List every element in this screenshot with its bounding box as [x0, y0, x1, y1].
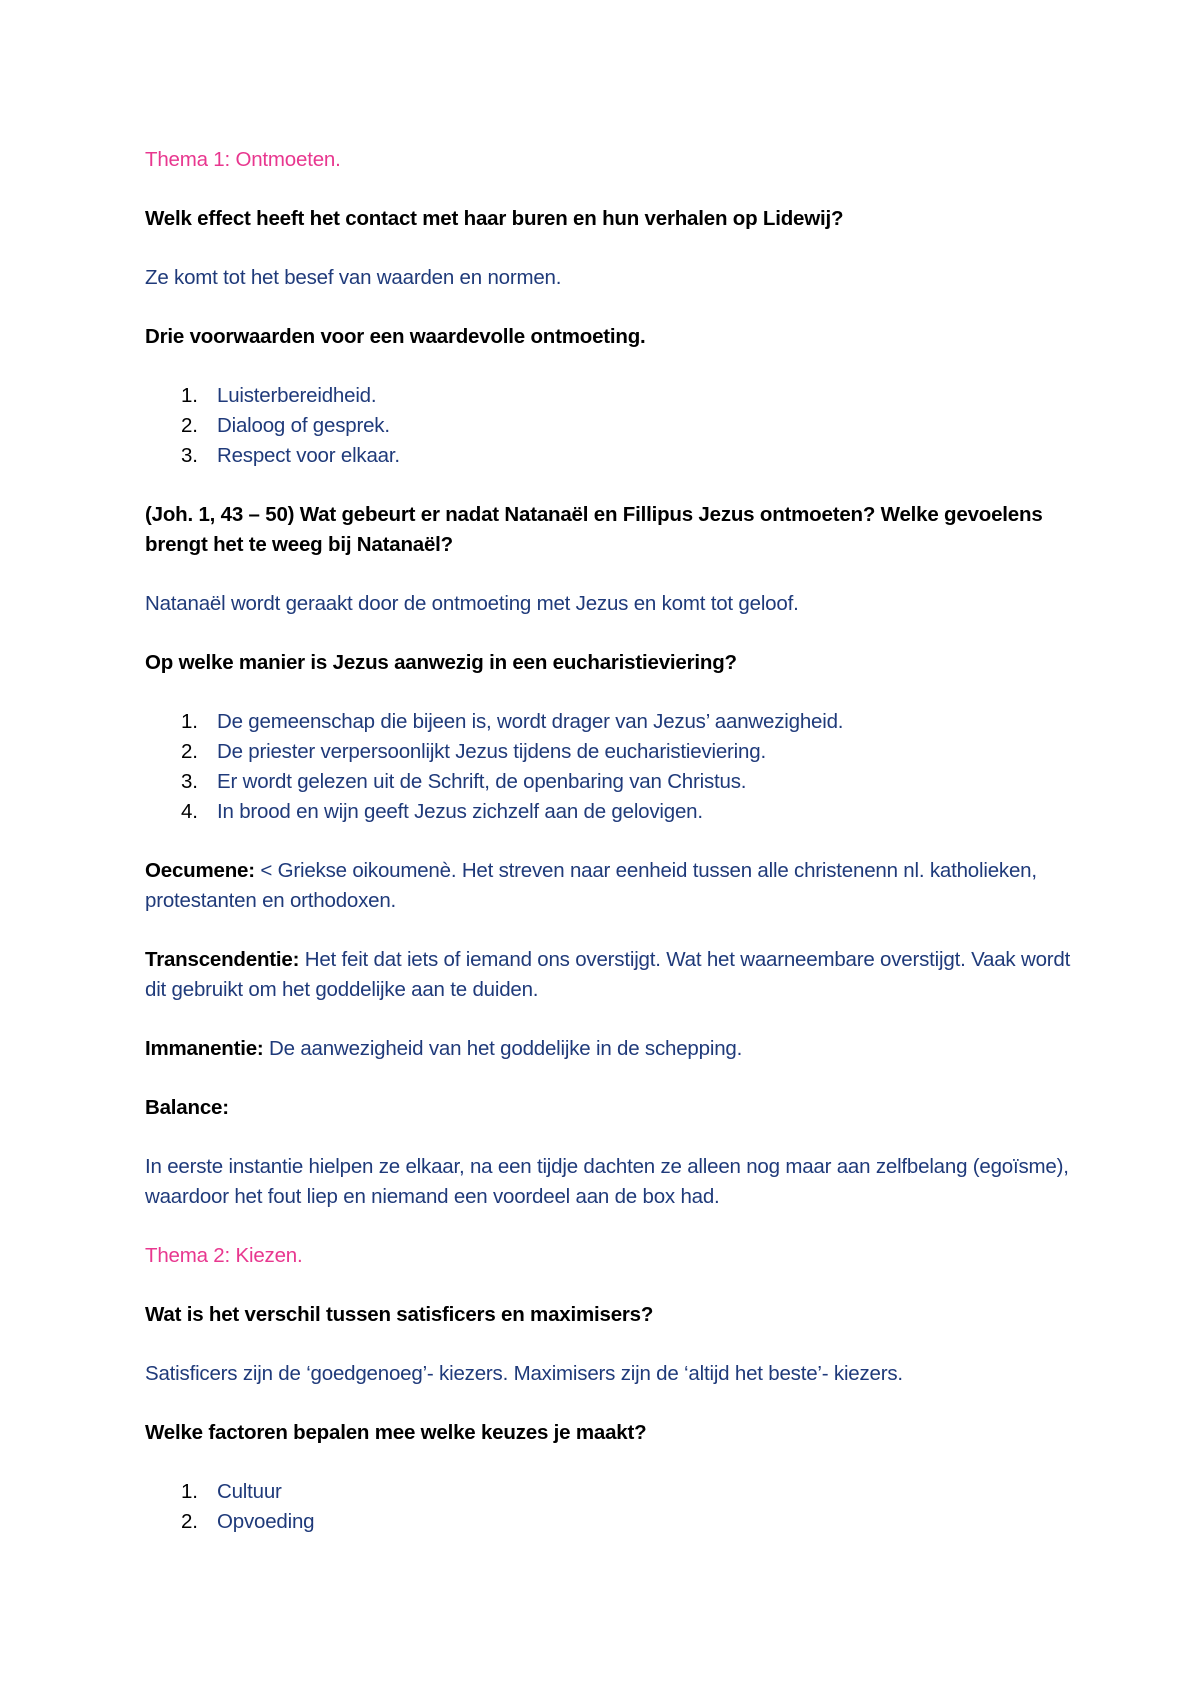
- question-natanael: (Joh. 1, 43 – 50) Wat gebeurt er nadat Natanaël en Fillipus Jezus ontmoeten? Welke gevoelens brengt het te weeg bij Natanaël?: [145, 503, 1043, 556]
- list-item-text: In brood en wijn geeft Jezus zichzelf aan de gelovigen.: [217, 800, 703, 823]
- definition-immanentie: [145, 1034, 1080, 1064]
- list-number: 2.: [181, 740, 198, 763]
- term-label: Transcendentie:: [145, 948, 300, 971]
- list-number: 1.: [181, 384, 198, 407]
- definition-transcendentie: [145, 945, 1080, 1005]
- theme-1-heading: Thema 1: Ontmoeten.: [145, 148, 341, 171]
- definition-oecumene: [145, 856, 1080, 916]
- list-item-text: De priester verpersoonlijkt Jezus tijdens de eucharistieviering.: [217, 740, 766, 763]
- balance-heading: Balance:: [145, 1096, 229, 1119]
- list-item: [145, 797, 1080, 827]
- question-eucharist: Op welke manier is Jezus aanwezig in een eucharistieviering?: [145, 651, 737, 674]
- list-item: [145, 1477, 1080, 1507]
- list-item: [145, 767, 1080, 797]
- term-label: Oecumene:: [145, 859, 255, 882]
- list-number: 3.: [181, 770, 198, 793]
- term-label: Immanentie:: [145, 1037, 264, 1060]
- list-number: 1.: [181, 710, 198, 733]
- question-three-conditions: Drie voorwaarden voor een waardevolle ontmoeting.: [145, 325, 646, 348]
- question-satisficers: Wat is het verschil tussen satisficers en maximisers?: [145, 1303, 654, 1326]
- list-item-text: Dialoog of gesprek.: [217, 414, 390, 437]
- list-item: [145, 441, 1080, 471]
- list-factors: [145, 1477, 1080, 1537]
- list-number: 3.: [181, 444, 198, 467]
- term-text: Het feit dat iets of iemand ons overstijgt. Wat het waarneembare overstijgt. Vaak wordt dit gebruikt om het goddelijke aan te duiden.: [145, 948, 1071, 1001]
- term-text: De aanwezigheid van het goddelijke in de schepping.: [263, 1037, 743, 1060]
- balance-text: In eerste instantie hielpen ze elkaar, na een tijdje dachten ze alleen nog maar aan zelfbelang (egoïsme), waardoor het fout liep en niemand een voordeel aan de box had.: [145, 1155, 1069, 1208]
- answer-satisficers: Satisficers zijn de ‘goedgenoeg’- kiezers. Maximisers zijn de ‘altijd het beste’- kiezers.: [145, 1362, 903, 1385]
- answer-effect-neighbours: Ze komt tot het besef van waarden en normen.: [145, 266, 562, 289]
- list-item-text: Opvoeding: [217, 1510, 315, 1533]
- answer-natanael: Natanaël wordt geraakt door de ontmoeting met Jezus en komt tot geloof.: [145, 592, 799, 615]
- term-text: < Griekse oikoumenè. Het streven naar eenheid tussen alle christenenn nl. katholieken, protestanten en orthodoxen.: [145, 859, 1037, 912]
- list-number: 2.: [181, 1510, 198, 1533]
- list-item: [145, 381, 1080, 411]
- list-item: [145, 411, 1080, 441]
- list-eucharist: [145, 707, 1080, 827]
- question-effect-neighbours: Welk effect heeft het contact met haar buren en hun verhalen op Lidewij?: [145, 207, 844, 230]
- list-item: [145, 1507, 1080, 1537]
- list-item-text: De gemeenschap die bijeen is, wordt drager van Jezus’ aanwezigheid.: [217, 710, 844, 733]
- question-factors: Welke factoren bepalen mee welke keuzes je maakt?: [145, 1421, 647, 1444]
- list-item-text: Cultuur: [217, 1480, 282, 1503]
- list-three-conditions: [145, 381, 1080, 471]
- list-number: 1.: [181, 1480, 198, 1503]
- list-item-text: Er wordt gelezen uit de Schrift, de openbaring van Christus.: [217, 770, 747, 793]
- list-item-text: Respect voor elkaar.: [217, 444, 400, 467]
- list-item: [145, 707, 1080, 737]
- list-number: 2.: [181, 414, 198, 437]
- list-number: 4.: [181, 800, 198, 823]
- list-item: [145, 737, 1080, 767]
- document-page: [145, 145, 1080, 1566]
- theme-2-heading: Thema 2: Kiezen.: [145, 1244, 303, 1267]
- list-item-text: Luisterbereidheid.: [217, 384, 377, 407]
